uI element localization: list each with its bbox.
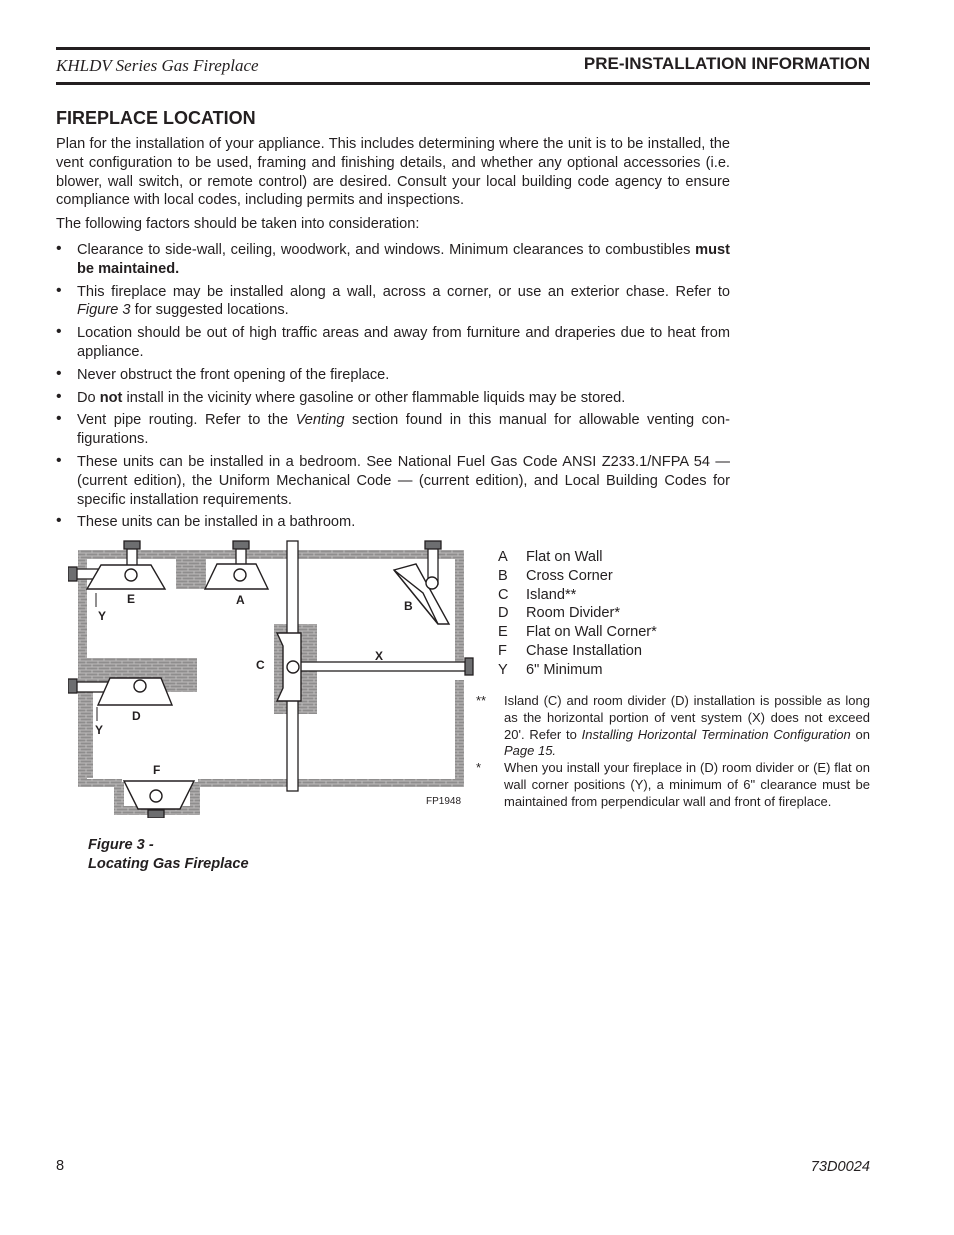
diagram-notes bbox=[476, 693, 870, 811]
note-clearance: * When you install your fireplace in (D) room divider or (E) flat on wall corner positions (Y), a minimum of 6" clearance must be maintained from perpendicular wall and front of fireplace. bbox=[476, 760, 870, 809]
label-y-lower: Y bbox=[95, 723, 104, 737]
page-number: 8 bbox=[56, 1158, 65, 1174]
document-code: 73D0024 bbox=[810, 1159, 870, 1175]
label-b: B bbox=[404, 599, 413, 613]
note-island: ** Island (C) and room divider (D) installation is possible as long as the horizontal portion of vent system (X) does not exceed 20'. Refer to Installing Horizontal Termination Configuration on Page 15. bbox=[476, 693, 870, 759]
label-a: A bbox=[236, 593, 245, 607]
legend-item: D Room Divider* bbox=[498, 605, 621, 622]
manual-title: KHLDV Series Gas Fireplace bbox=[56, 56, 259, 75]
legend-item: Y 6" Minimum bbox=[498, 661, 603, 678]
section-header: PRE-INSTALLATION INFORMATION bbox=[583, 54, 870, 73]
list-item: • These units can be installed in a bathroom. bbox=[56, 513, 730, 532]
fireplace-location-diagram bbox=[68, 538, 476, 818]
label-x: X bbox=[375, 649, 384, 663]
list-item: • Clearance to side-wall, ceiling, woodwork, and windows. Minimum clearances to combustibles must be maintained. bbox=[56, 241, 730, 279]
legend-item: C Island** bbox=[498, 586, 577, 603]
label-e: E bbox=[127, 592, 136, 606]
legend-item: B Cross Corner bbox=[498, 567, 613, 584]
legend-item: A Flat on Wall bbox=[498, 549, 603, 565]
label-y-upper: Y bbox=[98, 609, 107, 623]
intro-paragraph: Plan for the installation of your appliance. This includes determining where the unit is to be installed, the vent configuration to be used, framing and finishing details, and whether any optional accessories (i.e. blower, wall switch, or remote control) are desired. Consult your local building code agency to ensure compliance with local codes, including permits and inspections. bbox=[56, 136, 730, 209]
diagram-legend bbox=[498, 548, 657, 680]
figure-code: FP1948 bbox=[426, 796, 462, 807]
label-d: D bbox=[132, 709, 141, 723]
label-f: F bbox=[153, 763, 161, 777]
legend-item: E Flat on Wall Corner* bbox=[498, 624, 657, 641]
page-title: FIREPLACE LOCATION bbox=[56, 108, 256, 128]
list-item: • Vent pipe routing. Refer to the Venting section found in this manual for allowable venting con-figurations. bbox=[56, 411, 730, 449]
label-c: C bbox=[256, 658, 265, 672]
list-item: • Do not install in the vicinity where gasoline or other flammable liquids may be stored. bbox=[56, 389, 730, 408]
legend-item: F Chase Installation bbox=[498, 642, 643, 659]
figure-caption: Figure 3 - Locating Gas Fireplace bbox=[88, 837, 249, 872]
list-item: • Location should be out of high traffic areas and away from furniture and draperies due to heat from appliance. bbox=[56, 324, 730, 362]
list-item: • These units can be installed in a bedroom. See National Fuel Gas Code ANSI Z233.1/NFPA 54 — (current edition), the Uniform Mechanical Code — (current edition), and Local Building Codes for specific installation requirements. bbox=[56, 453, 730, 509]
factors-list bbox=[56, 241, 730, 536]
list-item: • This fireplace may be installed along a wall, across a corner, or use an exterior chase. Refer to Figure 3 for suggested locations. bbox=[56, 283, 730, 321]
header-top-rule bbox=[56, 47, 870, 50]
factors-intro: The following factors should be taken into consideration: bbox=[56, 216, 420, 232]
list-item: • Never obstruct the front opening of the fireplace. bbox=[56, 366, 730, 385]
header-bottom-rule bbox=[56, 82, 870, 85]
